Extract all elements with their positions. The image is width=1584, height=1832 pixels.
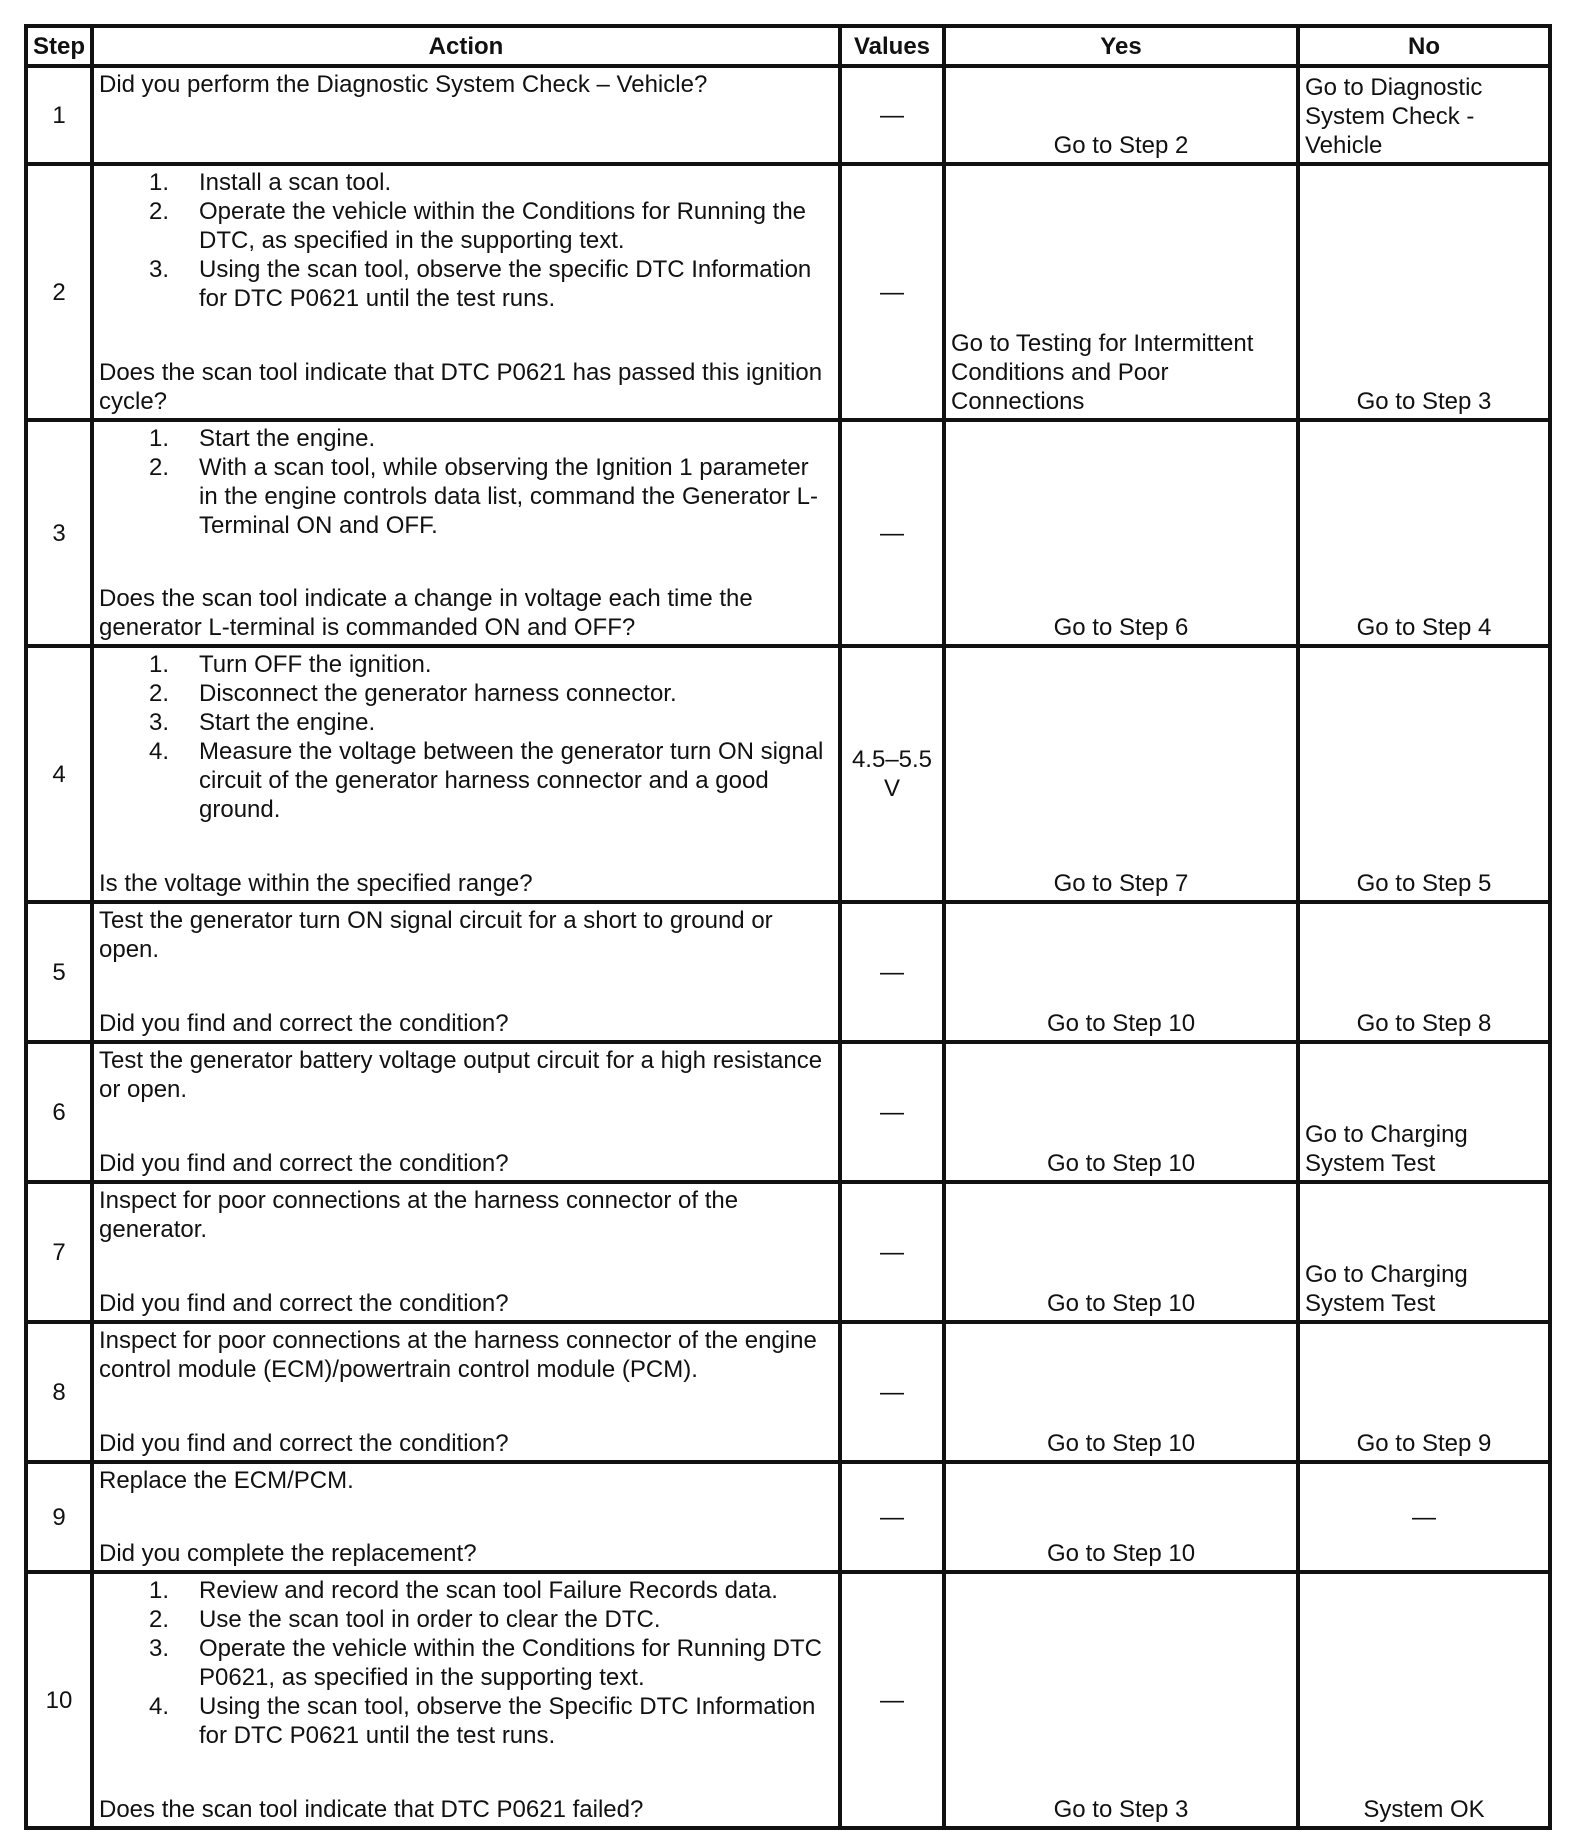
action-cell — [92, 164, 840, 420]
values-cell: — — [840, 1462, 944, 1572]
action-cell — [92, 420, 840, 646]
yes-cell: Go to Step 7 — [944, 646, 1298, 902]
step-number: 2 — [26, 164, 92, 420]
step-number: 9 — [26, 1462, 92, 1572]
yes-cell: Go to Step 10 — [944, 1182, 1298, 1322]
action-question: Does the scan tool indicate a change in voltage each time the generator L-terminal is commanded ON and OFF? — [99, 585, 753, 641]
table-row — [26, 1572, 1550, 1828]
action-question: Is the voltage within the specified range? — [99, 870, 533, 897]
header-step: Step — [26, 26, 92, 66]
table-row — [26, 1462, 1550, 1572]
yes-cell: Go to Step 6 — [944, 420, 1298, 646]
table-row — [26, 1182, 1550, 1322]
values-cell: — — [840, 902, 944, 1042]
action-question: Did you find and correct the condition? — [99, 1430, 509, 1457]
table-row — [26, 902, 1550, 1042]
values-cell: — — [840, 1322, 944, 1462]
header-row — [26, 26, 1550, 66]
no-cell: Go to Step 9 — [1298, 1322, 1550, 1462]
action-question: Did you find and correct the condition? — [99, 1150, 509, 1177]
list-item: 2. Use the scan tool in order to clear the DTC. — [149, 1606, 661, 1633]
table-row — [26, 1322, 1550, 1462]
step-number: 4 — [26, 646, 92, 902]
values-cell: — — [840, 164, 944, 420]
action-cell — [92, 646, 840, 902]
action-text: Test the generator battery voltage output circuit for a high resistance or open. — [99, 1047, 823, 1103]
step-number: 1 — [26, 66, 92, 164]
step-number: 8 — [26, 1322, 92, 1462]
header-values: Values — [840, 26, 944, 66]
values-cell: — — [840, 1042, 944, 1182]
action-cell — [92, 1462, 840, 1572]
no-cell: System OK — [1298, 1572, 1550, 1828]
values-cell: — — [840, 1182, 944, 1322]
list-item: 3. Start the engine. — [149, 709, 376, 736]
yes-cell: Go to Step 10 — [944, 902, 1298, 1042]
list-item: 4. Using the scan tool, observe the Specific DTC Information for DTC P0621 until the test runs. — [149, 1693, 816, 1749]
values-cell: — — [840, 66, 944, 164]
list-item: 1. Install a scan tool. — [149, 169, 392, 196]
action-cell — [92, 1322, 840, 1462]
list-item: 2. Disconnect the generator harness connector. — [149, 680, 677, 707]
procedure-list — [99, 424, 833, 540]
header-no: No — [1298, 26, 1550, 66]
no-cell: Go to Charging System Test — [1298, 1182, 1550, 1322]
action-text: Test the generator turn ON signal circuit for a short to ground or open. — [99, 907, 773, 963]
action-question: Did you find and correct the condition? — [99, 1010, 509, 1037]
list-item: 1. Start the engine. — [149, 425, 376, 452]
yes-cell: Go to Step 10 — [944, 1322, 1298, 1462]
no-cell: Go to Step 8 — [1298, 902, 1550, 1042]
action-text: Did you perform the Diagnostic System Check – Vehicle? — [99, 71, 708, 98]
values-cell: — — [840, 420, 944, 646]
step-number: 3 — [26, 420, 92, 646]
procedure-list — [99, 168, 833, 313]
no-cell: — — [1298, 1462, 1550, 1572]
action-question: Does the scan tool indicate that DTC P0621 has passed this ignition cycle? — [99, 359, 823, 415]
values-cell: 4.5–5.5 V — [840, 646, 944, 902]
header-yes: Yes — [944, 26, 1298, 66]
table-row — [26, 66, 1550, 164]
action-cell — [92, 1042, 840, 1182]
values-cell: — — [840, 1572, 944, 1828]
no-cell: Go to Step 4 — [1298, 420, 1550, 646]
no-cell: Go to Charging System Test — [1298, 1042, 1550, 1182]
table-row — [26, 646, 1550, 902]
action-cell — [92, 1572, 840, 1828]
list-item: 2. Operate the vehicle within the Conditions for Running the DTC, as specified in the supporting text. — [149, 198, 807, 254]
yes-cell: Go to Step 10 — [944, 1042, 1298, 1182]
yes-cell: Go to Step 3 — [944, 1572, 1298, 1828]
yes-cell: Go to Step 10 — [944, 1462, 1298, 1572]
list-item: 1. Turn OFF the ignition. — [149, 651, 432, 678]
action-question: Does the scan tool indicate that DTC P0621 failed? — [99, 1796, 644, 1823]
action-cell — [92, 902, 840, 1042]
yes-cell: Go to Step 2 — [944, 66, 1298, 164]
no-cell: Go to Diagnostic System Check - Vehicle — [1298, 66, 1550, 164]
action-text: Inspect for poor connections at the harness connector of the generator. — [99, 1187, 739, 1243]
action-question: Did you find and correct the condition? — [99, 1290, 509, 1317]
action-cell — [92, 66, 840, 164]
header-action: Action — [92, 26, 840, 66]
procedure-list — [99, 1576, 833, 1750]
step-number: 7 — [26, 1182, 92, 1322]
yes-cell: Go to Testing for Intermittent Conditions and Poor Connections — [944, 164, 1298, 420]
step-number: 6 — [26, 1042, 92, 1182]
list-item: 3. Using the scan tool, observe the specific DTC Information for DTC P0621 until the test runs. — [149, 256, 812, 312]
action-question: Did you complete the replacement? — [99, 1540, 477, 1567]
action-text: Inspect for poor connections at the harness connector of the engine control module (ECM)/powertrain control module (PCM). — [99, 1327, 817, 1383]
table-row — [26, 420, 1550, 646]
step-number: 10 — [26, 1572, 92, 1828]
list-item: 4. Measure the voltage between the generator turn ON signal circuit of the generator harness connector and a good ground. — [149, 738, 824, 823]
no-cell: Go to Step 3 — [1298, 164, 1550, 420]
action-cell — [92, 1182, 840, 1322]
list-item: 2. With a scan tool, while observing the Ignition 1 parameter in the engine controls data list, command the Generator L-Terminal ON and OFF. — [149, 454, 819, 539]
table-row — [26, 1042, 1550, 1182]
table-row — [26, 164, 1550, 420]
step-number: 5 — [26, 902, 92, 1042]
action-text: Replace the ECM/PCM. — [99, 1467, 354, 1494]
no-cell: Go to Step 5 — [1298, 646, 1550, 902]
procedure-list — [99, 650, 833, 824]
list-item: 1. Review and record the scan tool Failure Records data. — [149, 1577, 778, 1604]
diagnostic-table — [24, 24, 1552, 1830]
list-item: 3. Operate the vehicle within the Conditions for Running DTC P0621, as specified in the supporting text. — [149, 1635, 822, 1691]
